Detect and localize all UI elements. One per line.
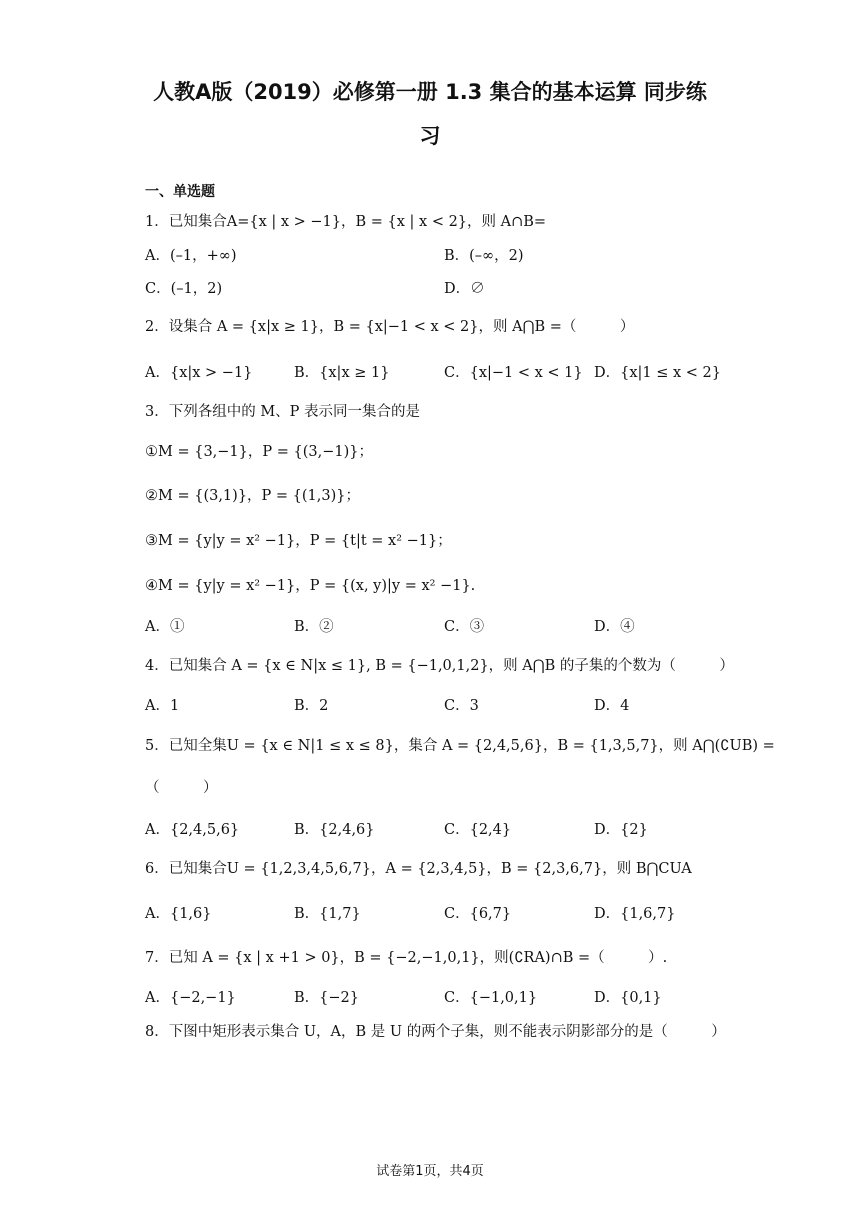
q6-option-b: B．{1,7} bbox=[294, 906, 361, 922]
q2-option-a: A．{x|x > −1} bbox=[145, 365, 253, 381]
question-5-continued: （ ） bbox=[145, 780, 218, 796]
q3-option-a: A．① bbox=[145, 619, 185, 635]
question-2: 2．设集合 A = {x|x ≥ 1}，B = {x|−1 < x < 2}，则 A⋂B =（ ） bbox=[145, 319, 635, 335]
question-7: 7．已知 A = {x | x +1 > 0}，B = {−2,−1,0,1}，则(∁RA)∩B =（ ）. bbox=[145, 950, 668, 966]
q4-option-c: C．3 bbox=[444, 698, 479, 714]
q7-option-b: B．{−2} bbox=[294, 990, 359, 1006]
q1-option-b: B．(–∞，2) bbox=[444, 248, 524, 264]
q3-sub-2: ②M = {(3,1)}，P = {(1,3)}； bbox=[145, 488, 360, 504]
q3-option-b: B．② bbox=[294, 619, 334, 635]
question-6: 6．已知集合U = {1,2,3,4,5,6,7}，A = {2,3,4,5}，B = {2,3,6,7}，则 B⋂CUA bbox=[145, 861, 692, 877]
q1-option-c: C．(–1，2) bbox=[145, 281, 223, 297]
q4-option-d: D．4 bbox=[594, 698, 630, 714]
title-line-2: 习 bbox=[419, 124, 441, 148]
q5-option-b: B．{2,4,6} bbox=[294, 822, 375, 838]
question-3: 3．下列各组中的 M、P 表示同一集合的是 bbox=[145, 404, 421, 420]
question-8: 8．下图中矩形表示集合 U，A，B 是 U 的两个子集，则不能表示阴影部分的是（ ） bbox=[145, 1024, 726, 1040]
q2-option-b: B．{x|x ≥ 1} bbox=[294, 365, 390, 381]
q7-option-d: D．{0,1} bbox=[594, 990, 662, 1006]
q4-option-b: B．2 bbox=[294, 698, 329, 714]
q3-sub-1: ①M = {3,−1}，P = {(3,−1)}； bbox=[145, 444, 373, 460]
q7-option-a: A．{−2,−1} bbox=[145, 990, 236, 1006]
q1-option-a: A．(–1，+∞) bbox=[145, 248, 237, 264]
question-5: 5．已知全集U = {x ∈ N|1 ≤ x ≤ 8}，集合 A = {2,4,5,6}，B = {1,3,5,7}，则 A⋂(∁UB) = bbox=[145, 738, 775, 754]
question-1: 1．已知集合A={x | x > −1}，B = {x | x < 2}，则 A∩B= bbox=[145, 214, 547, 230]
section-heading: 一、单选题 bbox=[145, 184, 215, 200]
q3-option-c: C．③ bbox=[444, 619, 485, 635]
q4-option-a: A．1 bbox=[145, 698, 180, 714]
q2-option-c: C．{x|−1 < x < 1} bbox=[444, 365, 583, 381]
q6-option-c: C．{6,7} bbox=[444, 906, 512, 922]
question-4: 4．已知集合 A = {x ∈ N|x ≤ 1}, B = {−1,0,1,2}，则 A⋂B 的子集的个数为（ ） bbox=[145, 658, 734, 674]
q5-option-c: C．{2,4} bbox=[444, 822, 512, 838]
q5-option-d: D．{2} bbox=[594, 822, 648, 838]
q6-option-d: D．{1,6,7} bbox=[594, 906, 676, 922]
q3-option-d: D．④ bbox=[594, 619, 635, 635]
q1-option-d: D．∅ bbox=[444, 281, 485, 297]
q7-option-c: C．{−1,0,1} bbox=[444, 990, 538, 1006]
q6-option-a: A．{1,6} bbox=[145, 906, 212, 922]
title-line-1: 人教A版（2019）必修第一册 1.3 集合的基本运算 同步练 bbox=[153, 80, 707, 104]
q3-sub-3: ③M = {y|y = x² −1}，P = {t|t = x² −1}； bbox=[145, 533, 452, 549]
page-footer: 试卷第1页，共4页 bbox=[376, 1164, 484, 1179]
q5-option-a: A．{2,4,5,6} bbox=[145, 822, 240, 838]
q2-option-d: D．{x|1 ≤ x < 2} bbox=[594, 365, 722, 381]
q3-sub-4: ④M = {y|y = x² −1}，P = {(x, y)|y = x² −1}. bbox=[145, 578, 476, 594]
